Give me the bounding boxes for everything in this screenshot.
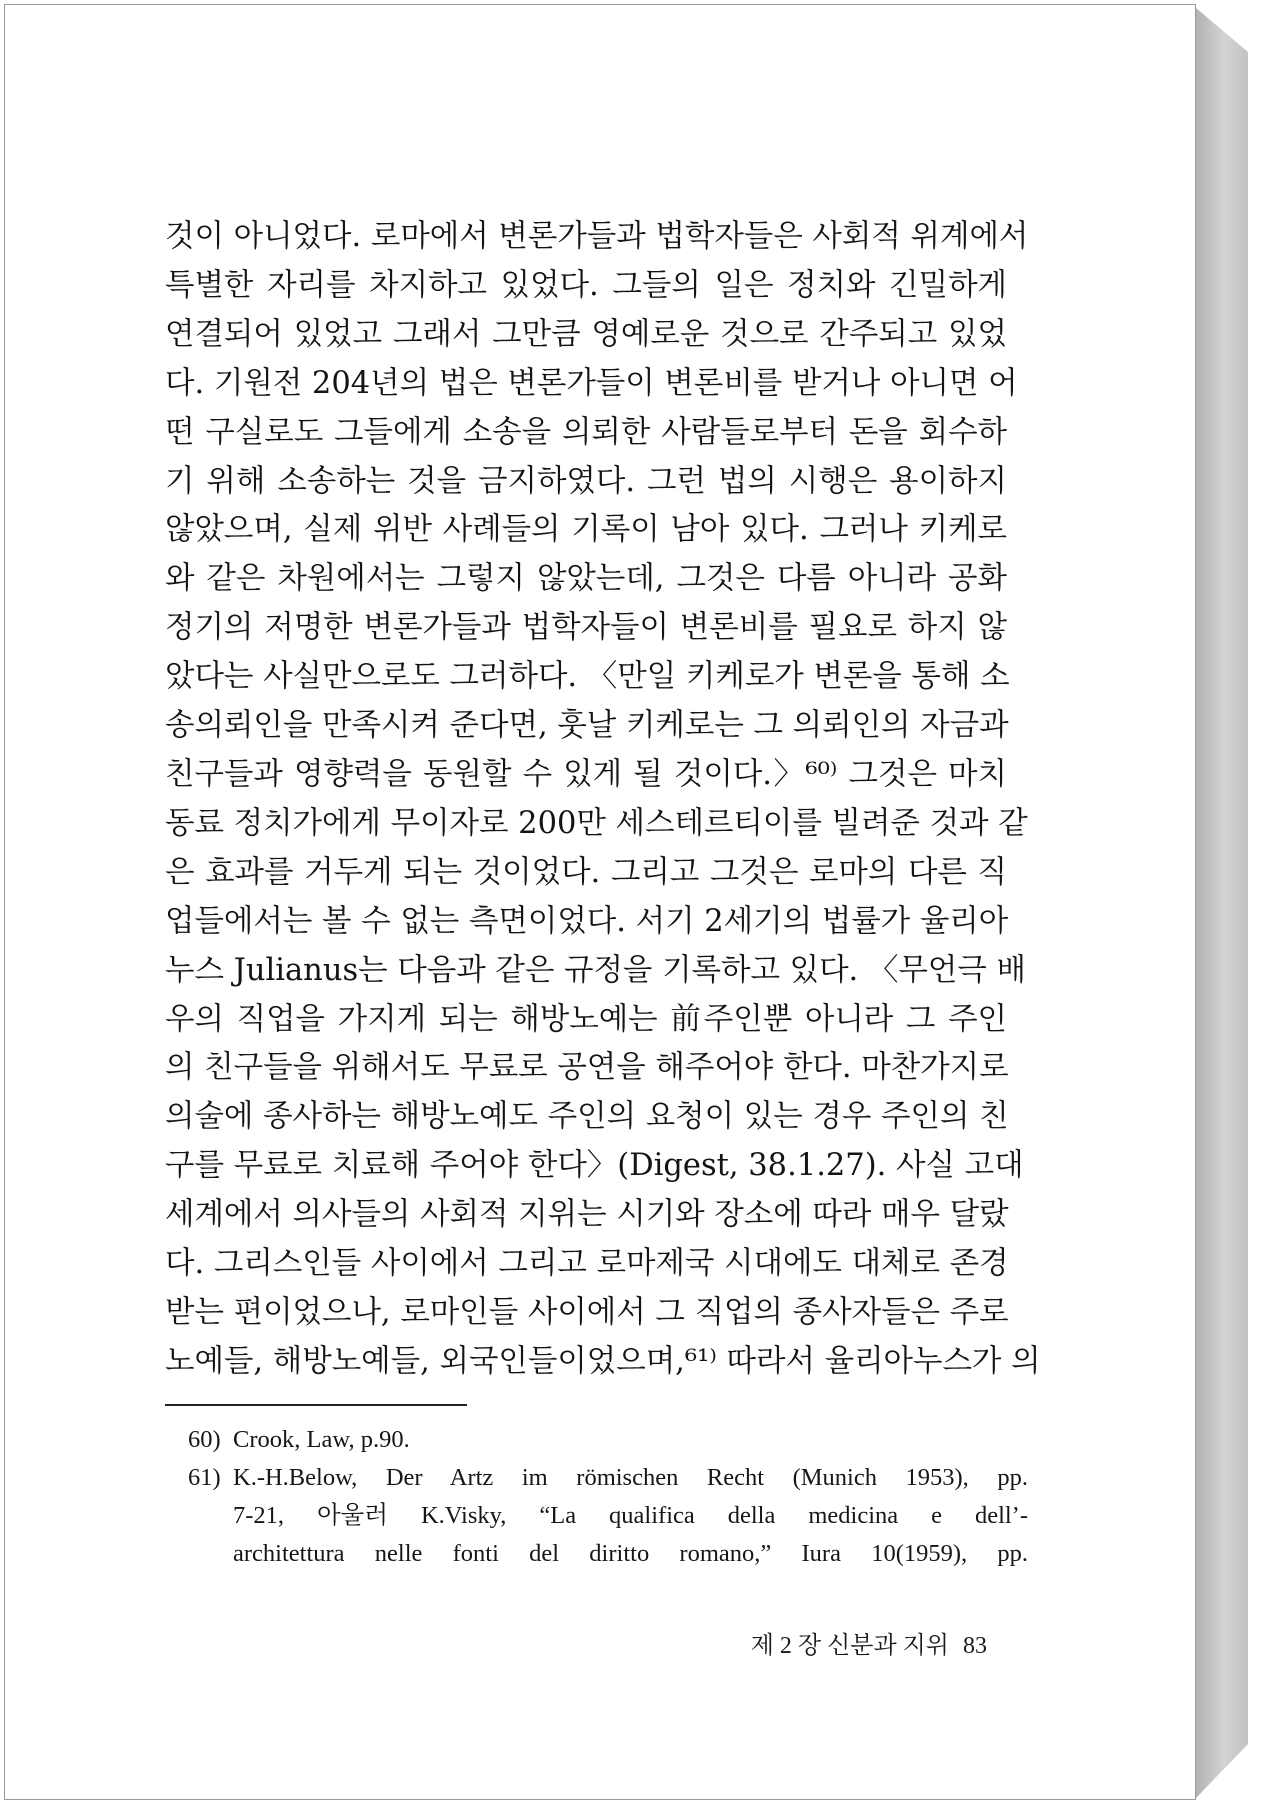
text-line: 않았으며, 실제 위반 사례들의 기록이 남아 있다. 그러나 키케로 [165,512,1007,548]
chapter-title: 제 2 장 신분과 지위 [750,1633,949,1659]
text-line: 은 효과를 거두게 되는 것이었다. 그리고 그것은 로마의 다른 직 [165,854,1007,890]
page-footer [705,1625,987,1660]
text-line: 기 위해 소송하는 것을 금지하였다. 그런 법의 시행은 용이하지 [165,463,1007,499]
book-edge-shading [1196,8,1248,1798]
text-line: 노예들, 해방노예들, 외국인들이었으며,⁶¹⁾ 따라서 율리아누스가 의 [165,1343,1041,1379]
footnote-line: Crook, Law, p.90. [233,1426,410,1453]
footnote-line: architettura nelle fonti del diritto romano,” Iura 10(1959), pp. [233,1540,1028,1567]
text-line: 연결되어 있었고 그래서 그만큼 영예로운 것으로 간주되고 있었 [165,316,1007,352]
footnotes [188,1421,1028,1573]
text-line: 동료 정치가에게 무이자로 200만 세스테르티이를 빌려준 것과 같 [165,805,1028,841]
text-line: 특별한 자리를 차지하고 있었다. 그들의 일은 정치와 긴밀하게 [165,267,1007,303]
text-line: 우의 직업을 가지게 되는 해방노예는 前주인뿐 아니라 그 주인 [165,1001,1007,1037]
text-line: 정기의 저명한 변론가들과 법학자들이 변론비를 필요로 하지 않 [165,610,1007,646]
text-line: 세계에서 의사들의 사회적 지위는 시기와 장소에 따라 매우 달랐 [165,1197,1009,1233]
text-line: 의 친구들을 위해서도 무료로 공연을 해주어야 한다. 마찬가지로 [165,1050,1009,1086]
page-number: 83 [963,1633,987,1659]
text-line: 다. 그리스인들 사이에서 그리고 로마제국 시대에도 대체로 존경 [165,1246,1009,1282]
footnote-60 [188,1421,1028,1459]
footnote-line: K.-H.Below, Der Artz im römischen Recht (Munich 1953), pp. [233,1464,1028,1491]
text-line: 업들에서는 볼 수 없는 측면이었다. 서기 2세기의 법률가 율리아 [165,903,1009,939]
footnote-number: 61) [188,1464,221,1491]
footnote-line: 7-21, 아울러 K.Visky, “La qualifica della medicina e dell’- [233,1502,1028,1529]
body-text [165,213,1041,1387]
text-line: 의술에 종사하는 해방노예도 주인의 요청이 있는 경우 주인의 친 [165,1099,1009,1135]
text-line: 떤 구실로도 그들에게 소송을 의뢰한 사람들로부터 돈을 회수하 [165,414,1007,450]
text-line: 와 같은 차원에서는 그렇지 않았는데, 그것은 다름 아니라 공화 [165,561,1007,597]
text-line: 누스 Julianus는 다음과 같은 규정을 기록하고 있다. 〈무언극 배 [165,952,1026,988]
text-line: 구를 무료로 치료해 주어야 한다〉(Digest, 38.1.27). 사실 고대 [165,1148,1024,1184]
footnote-61 [188,1459,1028,1573]
text-line: 다. 기원전 204년의 법은 변론가들이 변론비를 받거나 아니면 어 [165,365,1018,401]
text-line: 았다는 사실만으로도 그러하다. 〈만일 키케로가 변론을 통해 소 [165,659,1010,695]
text-line: 송의뢰인을 만족시켜 준다면, 훗날 키케로는 그 의뢰인의 자금과 [165,708,1009,744]
footnote-number: 60) [188,1426,221,1453]
text-line: 받는 편이었으나, 로마인들 사이에서 그 직업의 종사자들은 주로 [165,1294,1009,1330]
text-line: 친구들과 영향력을 동원할 수 있게 될 것이다.〉⁶⁰⁾ 그것은 마치 [165,756,1007,792]
footnote-divider [165,1404,467,1406]
book-page [4,4,1196,1800]
text-line: 것이 아니었다. 로마에서 변론가들과 법학자들은 사회적 위계에서 [165,219,1029,254]
